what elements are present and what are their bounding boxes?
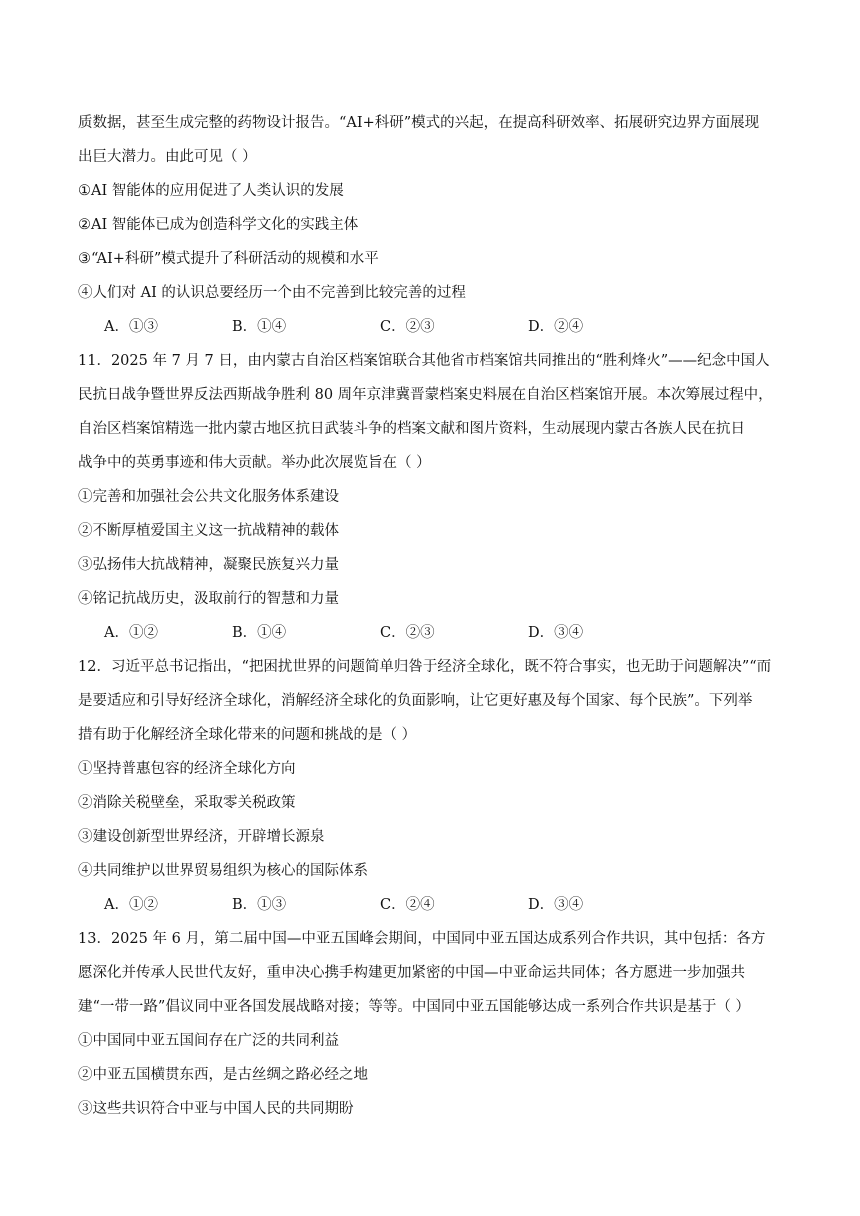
answer-choices (78, 616, 788, 650)
statement-2: ②中亚五国横贯东西，是古丝绸之路必经之地 (78, 1067, 368, 1083)
statement-4: ④人们对 AI 的认识总要经历一个由不完善到比较完善的过程 (78, 285, 466, 301)
statement-2: ②消除关税壁垒，采取零关税政策 (78, 795, 296, 811)
choice-d: D．③④ (528, 625, 584, 641)
answer-choices (78, 310, 788, 344)
statement-3: ③建设创新型世界经济，开辟增长源泉 (78, 829, 325, 845)
question-11 (78, 344, 788, 650)
statement-1: ①AI 智能体的应用促进了人类认识的发展 (78, 183, 344, 199)
question-10 (78, 106, 788, 344)
statement-4: ④共同维护以世界贸易组织为核心的国际体系 (78, 863, 368, 879)
statement-1: ①坚持普惠包容的经济全球化方向 (78, 761, 296, 777)
choice-c: C．②③ (380, 319, 435, 335)
choice-a: A．①③ (104, 319, 158, 335)
question-stem-line: 是要适应和引导好经济全球化，消解经济全球化的负面影响，让它更好惠及每个国家、每个民族”。下列举 (78, 693, 753, 709)
question-stem-line: 措有助于化解经济全球化带来的问题和挑战的是（ ） (78, 727, 417, 743)
statement-1: ①中国同中亚五国间存在广泛的共同利益 (78, 1033, 339, 1049)
question-stem-line: 自治区档案馆精选一批内蒙古地区抗日武装斗争的档案文献和图片资料，生动展现内蒙古各族人民在抗日 (78, 421, 745, 437)
choice-d: D．②④ (528, 319, 584, 335)
question-stem-line: 民抗日战争暨世界反法西斯战争胜利 80 周年京津冀晋蒙档案史料展在自治区档案馆开展。本次筹展过程中， (78, 387, 773, 403)
question-12 (78, 650, 788, 922)
choice-c: C．②③ (380, 625, 435, 641)
statement-3: ③“AI+科研”模式提升了科研活动的规模和水平 (78, 251, 379, 267)
page-content (78, 106, 788, 1126)
answer-choices (78, 888, 788, 922)
choice-c: C．②④ (380, 897, 435, 913)
question-stem-line: 12．习近平总书记指出，“把困扰世界的问题简单归咎于经济全球化，既不符合事实，也无助于问题解决”“而 (78, 659, 772, 675)
question-stem-line: 质数据，甚至生成完整的药物设计报告。“AI+科研”模式的兴起，在提高科研效率、拓展研究边界方面展现 (78, 115, 760, 131)
statement-1: ①完善和加强社会公共文化服务体系建设 (78, 489, 339, 505)
statement-3: ③弘扬伟大抗战精神，凝聚民族复兴力量 (78, 557, 339, 573)
question-stem-line: 愿深化并传承人民世代友好，重申决心携手构建更加紧密的中国—中亚命运共同体；各方愿进一步加强共 (78, 965, 745, 981)
question-stem-line: 出巨大潜力。由此可见（ ） (78, 149, 257, 165)
choice-a: A．①② (104, 625, 158, 641)
statement-2: ②不断厚植爱国主义这一抗战精神的载体 (78, 523, 339, 539)
question-stem-line: 13．2025 年 6 月，第二届中国—中亚五国峰会期间，中国同中亚五国达成系列合作共识，其中包括：各方 (78, 931, 766, 947)
statement-2: ②AI 智能体已成为创造科学文化的实践主体 (78, 217, 359, 233)
choice-b: B．①③ (232, 897, 287, 913)
statement-4: ④铭记抗战历史，汲取前行的智慧和力量 (78, 591, 339, 607)
statement-3: ③这些共识符合中亚与中国人民的共同期盼 (78, 1101, 354, 1117)
question-stem-line: 11．2025 年 7 月 7 日，由内蒙古自治区档案馆联合其他省市档案馆共同推出的“胜利烽火”——纪念中国人 (78, 353, 770, 369)
choice-b: B．①④ (232, 625, 287, 641)
question-13 (78, 922, 788, 1126)
choice-a: A．①② (104, 897, 158, 913)
choice-d: D．③④ (528, 897, 584, 913)
question-stem-line: 战争中的英勇事迹和伟大贡献。举办此次展览旨在（ ） (78, 455, 431, 471)
choice-b: B．①④ (232, 319, 287, 335)
question-stem-line: 建“一带一路”倡议同中亚各国发展战略对接；等等。中国同中亚五国能够达成一系列合作共识是基于（ ） (78, 999, 750, 1015)
